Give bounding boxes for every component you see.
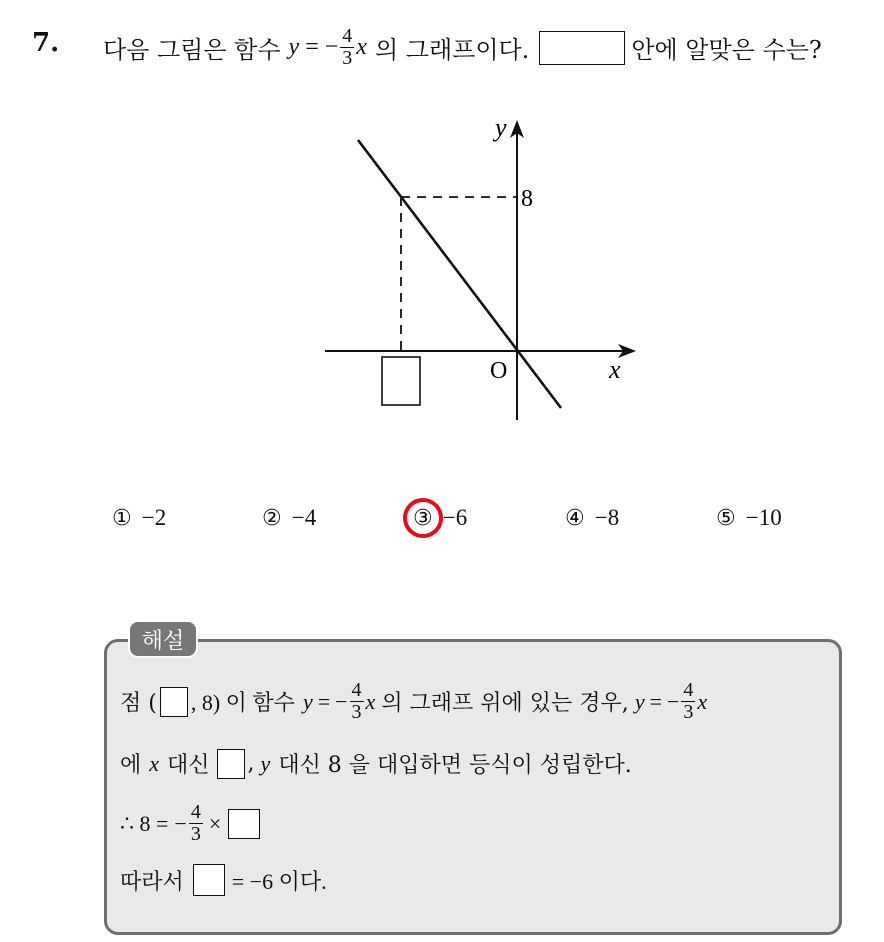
fraction (340, 26, 354, 69)
choice-marker: ② (262, 505, 282, 531)
var-y: y (634, 688, 645, 714)
red-circle-annotation (400, 494, 446, 540)
solution-line-4 (120, 864, 327, 896)
fraction-numerator: 4 (683, 679, 694, 701)
fraction (350, 680, 364, 723)
question-stem (103, 26, 822, 69)
sol-text: 대신 (167, 753, 210, 778)
x-axis-label: x (609, 355, 621, 384)
var-x: x (697, 688, 708, 714)
equals-sign: = (305, 34, 319, 60)
choice-value: −8 (594, 505, 620, 530)
stem-text-after: 의 그래프이다. (374, 36, 530, 64)
choice-1[interactable] (112, 505, 166, 531)
var-x: x (149, 750, 160, 776)
x-blank-box (382, 357, 420, 405)
times-sign: × (208, 810, 222, 836)
fraction-numerator: 4 (342, 25, 353, 47)
minus-sign: − (324, 34, 339, 60)
sol-text: , 8) 이 함수 (190, 690, 295, 715)
sol-text: 에 (120, 753, 142, 778)
func-y: y (288, 34, 300, 60)
minus-sign: − (667, 688, 680, 714)
fraction-denominator: 3 (683, 701, 694, 723)
var-y: y (260, 750, 271, 776)
y-tick-label: 8 (521, 186, 533, 212)
choice-value: −4 (291, 505, 317, 530)
sol-text: 대신 8 을 대입하면 등식이 성립한다. (278, 753, 632, 778)
stem-text: 다음 그림은 함수 (103, 36, 281, 64)
minus-sign: − (335, 688, 348, 714)
fraction (189, 802, 203, 845)
solution-line-3 (120, 802, 263, 845)
fraction-denominator: 3 (190, 823, 201, 845)
choice-value: −2 (141, 505, 167, 530)
choice-2[interactable] (262, 505, 316, 531)
solution-tag: 해설 (128, 620, 198, 658)
sol-text: 점 ( (120, 691, 157, 716)
origin-label: O (490, 358, 508, 384)
stem-text-end: 안에 알맞은 수는? (631, 36, 822, 64)
equals-sign: = (317, 688, 331, 714)
sol-text: 따라서 (120, 869, 184, 895)
fraction-numerator: 4 (351, 679, 362, 701)
choice-value: −6 (442, 505, 468, 530)
var-x: x (365, 688, 376, 714)
choice-5[interactable] (716, 505, 782, 531)
choice-marker: ⑤ (716, 505, 736, 531)
function-graph (315, 110, 655, 430)
sol-text: = −6 이다. (231, 868, 327, 894)
blank-box (217, 749, 245, 779)
choice-marker: ① (112, 505, 132, 531)
func-x: x (356, 34, 367, 60)
choice-3[interactable] (413, 505, 467, 531)
sol-text: 의 그래프 위에 있는 경우, (381, 691, 629, 716)
blank-box (160, 687, 188, 717)
fraction-denominator: 3 (351, 701, 362, 723)
sol-text: , (247, 751, 255, 776)
fraction (681, 680, 695, 723)
y-axis-label: y (495, 113, 507, 142)
choice-value: −10 (745, 505, 782, 530)
fraction-numerator: 4 (190, 801, 201, 823)
choice-marker: ③ (413, 506, 433, 531)
minus-sign: − (174, 810, 187, 836)
question-number: 7. (32, 28, 60, 58)
answer-blank-box (539, 31, 625, 65)
choice-4[interactable] (565, 505, 619, 531)
equals-sign: = (649, 688, 662, 714)
choice-marker: ④ (565, 505, 585, 531)
var-y: y (302, 688, 313, 714)
solution-line-2 (120, 748, 632, 779)
sol-text: ∴ 8 = (120, 810, 169, 836)
fraction-denominator: 3 (342, 47, 353, 69)
solution-line-1 (120, 680, 707, 723)
blank-box (228, 809, 260, 839)
blank-box (193, 864, 225, 896)
